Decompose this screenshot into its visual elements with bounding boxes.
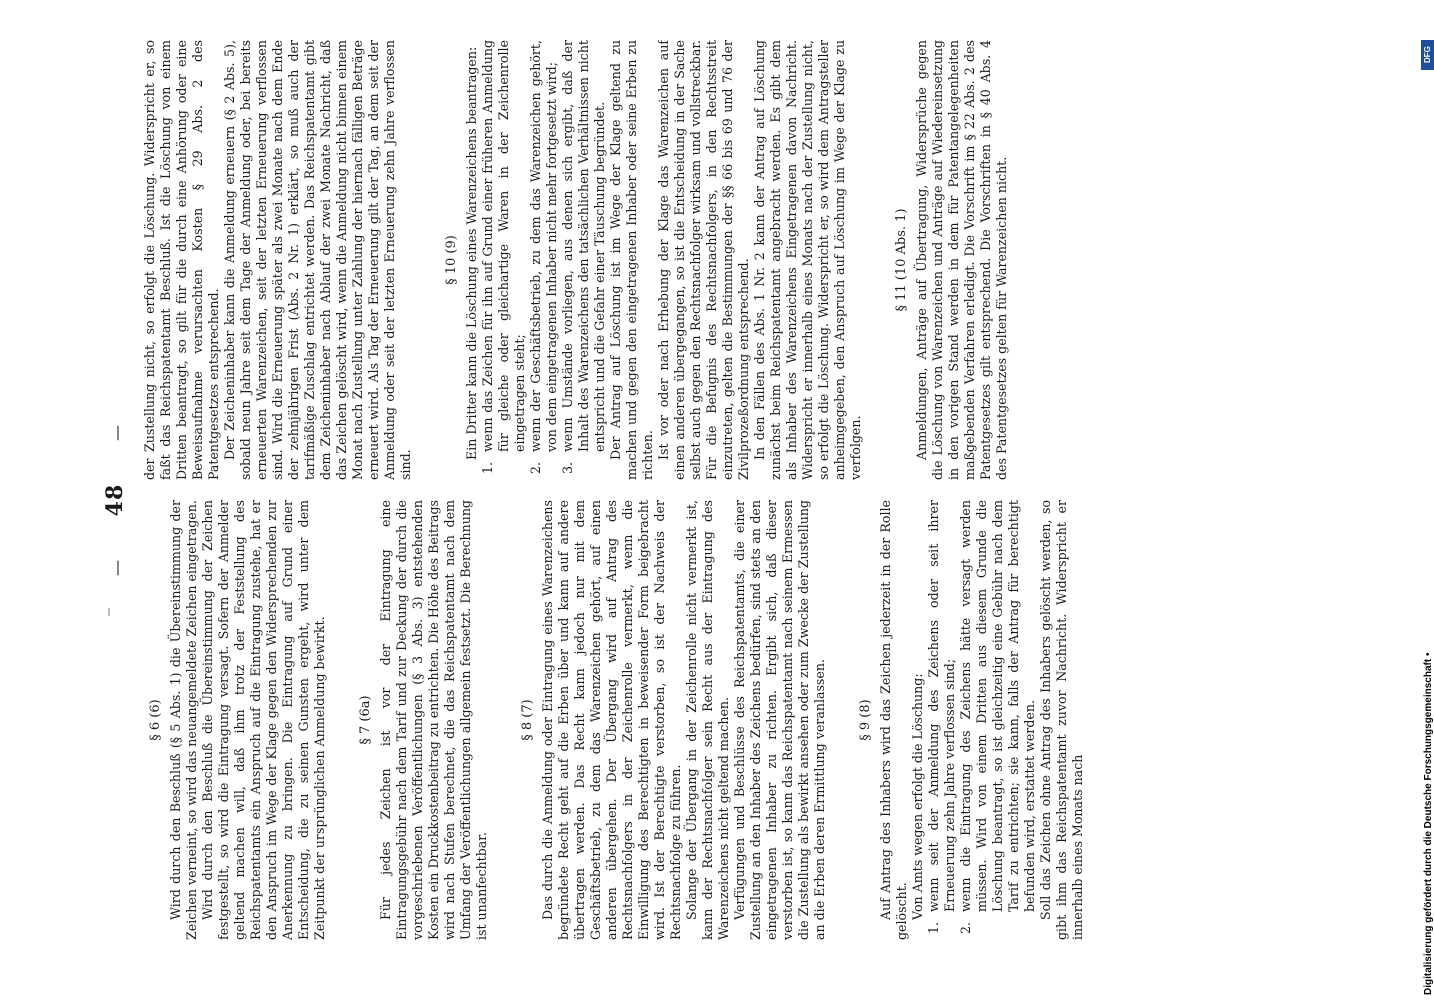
page-header bbox=[100, 60, 130, 940]
paragraph: Solange der Übergang in der Zeichenrolle nicht vermerkt ist, kann der Rechtsnachfolger sein Recht aus der Eintragung des Warenzeichens nicht geltend machen. bbox=[684, 500, 731, 940]
section-heading-7: § 7 (6a) bbox=[358, 695, 373, 745]
rotated-page bbox=[100, 40, 1280, 940]
page-number: 48 bbox=[102, 483, 128, 517]
paragraph: der Zustellung nicht, so erfolgt die Löschung. Widerspricht er, so faßt das Reichspatentamt Beschluß. Ist die Löschung von einem Dritten beantragt, so gilt für die durch eine Anhörung oder eine Beweisaufnahme verursachten Kosten § 29 Abs. 2 des Patentgesetzes entsprechend. bbox=[142, 40, 221, 480]
header-dash-left: — bbox=[107, 558, 126, 576]
section-heading-11: § 11 (10 Abs. 1) bbox=[894, 208, 909, 312]
list-item bbox=[528, 40, 560, 480]
paragraph: Wird durch den Beschluß (§ 5 Abs. 1) die Übereinstimmung der Zeichen verneint, so wird das neuangemeldete Zeichen eingetragen. bbox=[168, 500, 199, 940]
paragraph: Für jedes Zeichen ist vor der Eintragung eine Eintragungsgebühr nach dem Tarif und zur Deckung der durch die vorgeschriebenen Veröffentlichungen (§ 3 Abs. 3) entstehenden Kosten ein Druckkostenbeitrag zu entrichten. Die Höhe des Beitrags wird nach Stufen berechnet, die das Reichspatentamt nach dem Umfang der Veröffentlichungen allgemein festsetzt. Die Berechnung ist unanfechtbar. bbox=[378, 500, 489, 940]
list-number: 2. bbox=[528, 461, 543, 474]
numbered-list bbox=[926, 500, 1038, 940]
left-column bbox=[142, 500, 1272, 940]
list-text: wenn das Zeichen für ihn auf Grund einer früheren Anmeldung für gleiche oder gleichartige Waren in der Zeichenrolle eingetragen steht; bbox=[480, 40, 527, 452]
list-text: wenn die Eintragung des Zeichens hätte versagt werden müssen. Wird von einem Dritten aus diesem Grunde die Löschung beantragt, so ist gleichzeitig eine Gebühr nach dem Tarif zu entrichten; sie kann, falls der Antrag für berechtigt befunden wird, erstattet werden. bbox=[958, 500, 1037, 912]
section-heading-8: § 8 (7) bbox=[520, 699, 535, 741]
paragraph: Wird durch den Beschluß die Übereinstimmung der Zeichen festgestellt, so wird die Eintragung versagt. Sofern der Anmelder geltend machen will, daß ihm trotz der Feststellung des Reichspatentamts ein Anspruch auf die Eintragung zustehe, hat er den Anspruch im Wege der Klage gegen den Widersprechenden zur Anerkennung zu bringen. Die Eintragung auf Grund einer Entscheidung, die zu seinen Gunsten ergeht, wird unter dem Zeitpunkt der ursprünglichen Anmeldung bewirkt. bbox=[200, 500, 327, 940]
right-column bbox=[142, 40, 1272, 480]
dfg-logo: DFG bbox=[1421, 40, 1434, 70]
list-number: 3. bbox=[560, 461, 575, 474]
paragraph: Ist vor oder nach Erhebung der Klage das Warenzeichen auf einen anderen übergegangen, so ist die Entscheidung in der Sache selbst auch gegen den Rechtsnachfolger wirksam und vollstreckbar. Für die Befugnis des Rechtsnachfolgers, in den Rechtsstreit einzutreten, gelten die Bestimmungen der §§ 66 bis 69 und 76 der Zivilprozeßordnung entsprechend. bbox=[656, 40, 751, 480]
paragraph: Anmeldungen, Anträge auf Übertragung, Widersprüche gegen die Löschung von Warenzeichen und Anträge auf Wiedereinsetzung in den vorigen Stand werden in dem für Patentangelegenheiten maßgebenden Verfahren erledigt. Die Vorschrift im § 22 Abs. 2 des Patentgesetzes gilt entsprechend. Die Vorschriften in § 40 Abs. 4 des Patentgesetzes gelten für Warenzeichen nicht. bbox=[914, 40, 1009, 480]
list-number: 1. bbox=[926, 921, 941, 934]
paragraph: Der Antrag auf Löschung ist im Wege der Klage geltend zu machen und gegen den eingetragenen Inhaber oder seine Erben zu richten. bbox=[608, 40, 655, 480]
list-item bbox=[480, 40, 528, 480]
list-number: 1. bbox=[480, 461, 495, 474]
paragraph: Soll das Zeichen ohne Antrag des Inhabers gelöscht werden, so gibt ihm das Reichspatentamt zuvor Nachricht. Widerspricht er innerhalb eines Monats nach bbox=[1038, 500, 1085, 940]
list-number: 2. bbox=[958, 921, 973, 934]
scan-mark bbox=[108, 608, 110, 616]
list-text: wenn Umstände vorliegen, aus denen sich ergibt, daß der Inhalt des Warenzeichens den tatsächlichen Verhältnissen nicht entspricht und die Gefahr einer Täuschung begründet. bbox=[560, 40, 607, 452]
list-item bbox=[560, 40, 608, 480]
paragraph: Von Amts wegen erfolgt die Löschung: bbox=[910, 673, 925, 920]
paragraph: In den Fällen des Abs. 1 Nr. 2 kann der Antrag auf Löschung zunächst beim Reichspatentamt angebracht werden. Es gibt dem als Inhaber des Warenzeichens Eingetragenen davon Nachricht. Widerspricht er innerhalb eines Monats nach der Zustellung nicht, so erfolgt die Löschung. Widerspricht er, so wird dem Antragsteller anheimgegeben, den Anspruch auf Löschung im Wege der Klage zu verfolgen. bbox=[752, 40, 863, 480]
list-text: wenn seit der Anmeldung des Zeichens oder seit ihrer Erneuerung zehn Jahre verflossen sind; bbox=[926, 500, 957, 912]
header-dash-right: — bbox=[107, 424, 126, 442]
paragraph: Der Zeicheninhaber kann die Anmeldung erneuern (§ 2 Abs. 5), sobald neun Jahre seit dem Tage der Anmeldung oder, bei bereits erneuerten Warenzeichen, seit der letzten Erneuerung verflossen sind. Wird die Erneuerung später als zwei Monate nach dem Ende der zehnjährigen Frist (Abs. 2 Nr. 1) erklärt, so muß auch der tarifmäßige Zuschlag entrichtet werden. Das Reichspatentamt gibt dem Zeicheninhaber nach Ablauf der zwei Monate Nachricht, daß das Zeichen gelöscht wird, wenn die Anmeldung nicht binnen einem Monat nach Zustellung unter Zahlung der hiernach fälligen Beträge erneuert wird. Als Tag der Erneuerung gilt der Tag, an dem seit der Anmeldung oder seit der letzten Erneuerung zehn Jahre verflossen sind. bbox=[222, 40, 413, 480]
section-heading-9: § 9 (8) bbox=[858, 699, 873, 741]
section-heading-6: § 6 (6) bbox=[148, 699, 163, 741]
paragraph: Ein Dritter kann die Löschung eines Warenzeichens beantragen: bbox=[464, 46, 479, 460]
paragraph: Das durch die Anmeldung oder Eintragung eines Warenzeichens begründete Recht geht auf die Erben über und kann auf andere übertragen werden. Das Recht kann jedoch nur mit dem Geschäftsbetrieb, zu dem das Warenzeichen gehört, auf einen anderen übergehen. Der Übergang wird auf Antrag des Rechtsnachfolgers in der Zeichenrolle vermerkt, wenn die Einwilligung des Berechtigten in beweisender Form beigebracht wird. Ist der Berechtigte verstorben, so ist der Nachweis der Rechtsnachfolge zu führen. bbox=[540, 500, 683, 940]
numbered-list bbox=[480, 40, 608, 480]
digitization-note: Digitalisierung gefördert durch die Deutsche Forschungsgemeinschaft • bbox=[1423, 652, 1434, 995]
paragraph: Auf Antrag des Inhabers wird das Zeichen jederzeit in der Rolle gelöscht. bbox=[878, 500, 909, 940]
section-heading-10: § 10 (9) bbox=[444, 235, 459, 285]
list-item bbox=[926, 500, 958, 940]
list-text: wenn der Geschäftsbetrieb, zu dem das Warenzeichen gehört, von dem eingetragenen Inhaber nicht mehr fortgesetzt wird; bbox=[528, 40, 559, 452]
paragraph: Verfügungen und Beschlüsse des Reichspatentamts, die einer Zustellung an den Inhaber des Zeichens bedürfen, sind stets an den eingetragenen Inhaber zu richten. Ergibt sich, daß dieser verstorben ist, so kann das Reichspatentamt nach seinem Ermessen die Zustellung als bewirkt ansehen oder zum Zwecke der Zustellung an die Erben deren Ermittlung veranlassen. bbox=[732, 500, 827, 940]
list-item bbox=[958, 500, 1038, 940]
